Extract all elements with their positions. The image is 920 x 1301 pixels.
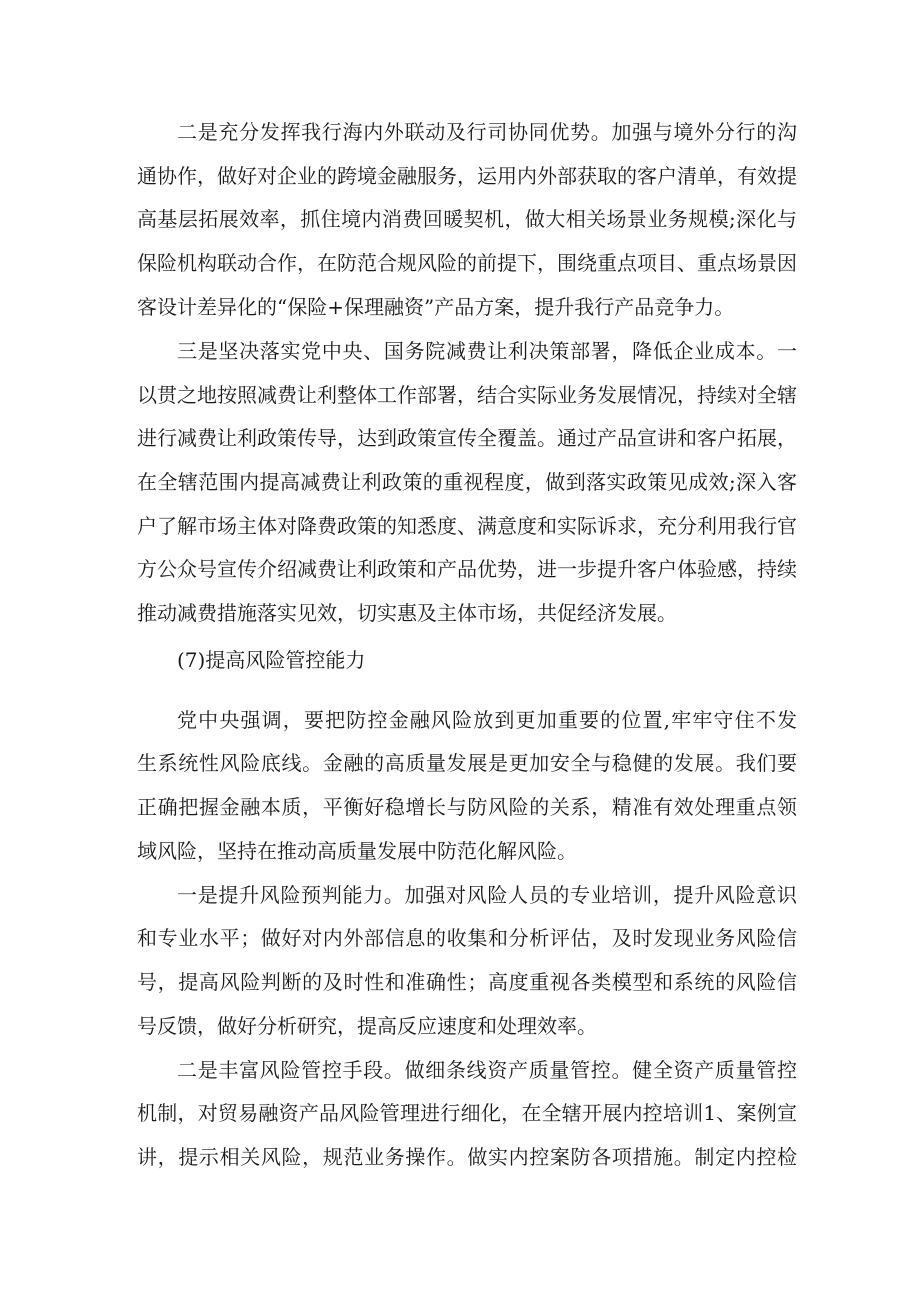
- para-4-line-4: 号反馈，做好分析研究，提高反应速度和处理效率。: [137, 1014, 597, 1038]
- para-3-line-1: 党中央强调，要把防控金融风险放到更加重要的位置,牢牢守住不发: [177, 708, 797, 732]
- para-1-line-2: 通协作，做好对企业的跨境金融服务，运用内外部获取的客户清单，有效提: [137, 164, 797, 188]
- para-5-line-3: 讲，提示相关风险，规范业务操作。做实内控案防各项措施。制定内控检: [137, 1145, 797, 1169]
- para-1-line-1: 二是充分发挥我行海内外联动及行司协同优势。加强与境外分行的沟: [177, 120, 797, 144]
- para-4-line-2: 和专业水平；做好对内外部信息的收集和分析评估，及时发现业务风险信: [137, 926, 797, 950]
- section-heading-7: (7)提高风险管控能力: [177, 648, 366, 672]
- para-2-line-6: 方公众号宣传介绍减费让利政策和产品优势，进一步提升客户体验感，持续: [137, 557, 797, 581]
- para-2-line-5: 户了解市场主体对降费政策的知悉度、满意度和实际诉求，充分利用我行官: [137, 514, 797, 538]
- para-2-line-3: 进行减费让利政策传导，达到政策宣传全覆盖。通过产品宣讲和客户拓展，: [137, 426, 797, 450]
- para-2-line-2: 以贯之地按照减费让利整体工作部署，结合实际业务发展情况，持续对全辖: [137, 383, 797, 407]
- para-2-line-1: 三是坚决落实党中央、国务院减费让利决策部署，降低企业成本。一: [177, 339, 797, 363]
- para-1-line-3: 高基层拓展效率，抓住境内消费回暖契机，做大相关场景业务规模;深化与: [137, 207, 797, 231]
- para-2-line-4: 在全辖范围内提高减费让利政策的重视程度，做到落实政策见成效;深入客: [137, 470, 797, 494]
- para-4-line-1: 一是提升风险预判能力。加强对风险人员的专业培训，提升风险意识: [177, 883, 797, 907]
- para-3-line-3: 正确把握金融本质，平衡好稳增长与防风险的关系，精准有效处理重点领: [137, 795, 797, 819]
- para-5-line-2: 机制，对贸易融资产品风险管理进行细化，在全辖开展内控培训1、案例宣: [137, 1101, 797, 1125]
- para-4-line-3: 号，提高风险判断的及时性和准确性；高度重视各类模型和系统的风险信: [137, 970, 797, 994]
- para-5-line-1: 二是丰富风险管控手段。做细条线资产质量管控。健全资产质量管控: [177, 1058, 797, 1082]
- para-3-line-2: 生系统性风险底线。金融的高质量发展是更加安全与稳健的发展。我们要: [137, 751, 797, 775]
- para-3-line-4: 域风险，坚持在推动高质量发展中防范化解风险。: [137, 839, 577, 863]
- para-1-line-4: 保险机构联动合作，在防范合规风险的前提下，围绕重点项目、重点场景因: [137, 251, 797, 275]
- para-1-line-5: 客设计差异化的“保险+保理融资”产品方案，提升我行产品竞争力。: [137, 295, 735, 319]
- para-2-line-7: 推动减费措施落实见效，切实惠及主体市场，共促经济发展。: [137, 601, 677, 625]
